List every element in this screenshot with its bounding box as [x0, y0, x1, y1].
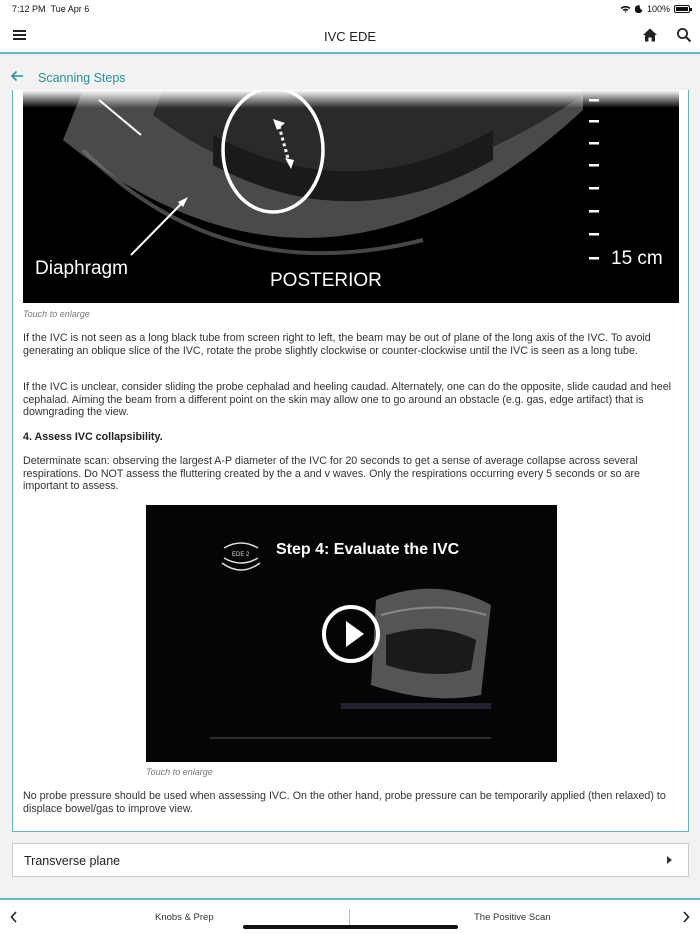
transverse-plane-accordion[interactable] [12, 843, 689, 877]
step-heading: 4. Assess IVC collapsibility. [23, 431, 163, 443]
footer-divider [349, 909, 350, 925]
play-button-icon[interactable] [322, 605, 380, 663]
status-right [620, 4, 690, 14]
battery-percent: 100% [646, 4, 670, 14]
posterior-label: POSTERIOR [270, 270, 382, 291]
page-title: IVC EDE [323, 29, 376, 44]
content-card [12, 90, 689, 832]
search-icon[interactable] [676, 27, 692, 43]
moon-icon [635, 5, 643, 13]
paragraph-determinate-scan: Determinate scan: observing the largest A-P diameter of the IVC for 20 seconds to get a sense of average collapse across several respirations. Do NOT assess the fluttering created by the a and v waves. Only the respirations occurring every 5 seconds or so are important to assess. [23, 455, 641, 493]
depth-label: 15 cm [611, 248, 663, 269]
top-nav-bar [0, 18, 700, 54]
ultrasound-image[interactable] [23, 90, 679, 303]
section-title: Scanning Steps [38, 71, 126, 85]
paragraph-probe-pressure: No probe pressure should be used when assessing IVC. On the other hand, probe pressure can be temporarily applied (then relaxed) to displace bowel/gas to improve view. [23, 790, 666, 815]
ultrasound-graphic [23, 90, 679, 303]
chevron-left-icon[interactable] [10, 911, 18, 923]
video-caption: Touch to enlarge [146, 767, 213, 777]
home-icon[interactable] [642, 27, 658, 43]
video-logo: EDE 2 [232, 552, 250, 558]
status-bar [0, 0, 700, 18]
home-indicator [243, 925, 458, 929]
wifi-icon [620, 5, 631, 13]
chevron-right-icon [667, 856, 672, 864]
accordion-label: Transverse plane [24, 854, 121, 868]
prev-page-link[interactable]: Knobs & Prep [155, 912, 214, 923]
chevron-right-icon[interactable] [682, 911, 690, 923]
video-player[interactable] [146, 505, 557, 762]
diaphragm-label: Diaphragm [35, 258, 128, 279]
paragraph-rotate-probe: If the IVC is not seen as a long black tube from screen right to left, the beam may be out of plane of the long axis of the IVC. To avoid generating an oblique slice of the IVC, rotate the probe slightly clockwise or counter-clockwise until the IVC is seen as a long tube. [23, 332, 651, 357]
video-title: Step 4: Evaluate the IVC [276, 541, 460, 558]
battery-icon [674, 5, 690, 13]
paragraph-slide-probe: If the IVC is unclear, consider sliding the probe cephalad and heeling caudad. Alternately, one can do the opposite, slide caudad and heel cephalad. Aiming the beam from a different point on the skin may allow one to go around an obstacle (e.g. gas, edge artifact) that is downgrading the view. [23, 381, 672, 419]
back-arrow-icon[interactable] [10, 69, 24, 83]
status-time: 7:12 PM Tue Apr 6 [12, 4, 90, 14]
image-caption: Touch to enlarge [23, 309, 90, 319]
next-page-link[interactable]: The Positive Scan [474, 912, 551, 923]
